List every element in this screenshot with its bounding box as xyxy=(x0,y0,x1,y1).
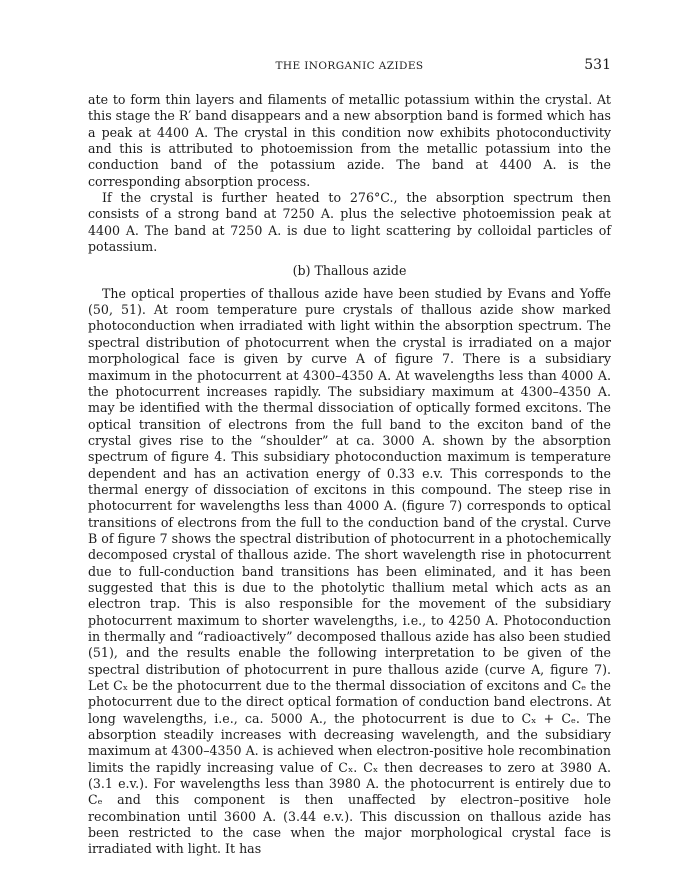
section-heading: (b) Thallous azide xyxy=(292,263,407,279)
page-number: 531 xyxy=(584,57,611,73)
page-body xyxy=(88,92,611,858)
running-title: THE INORGANIC AZIDES xyxy=(275,60,424,72)
paragraph-heating: If the crystal is further heated to 276°C., the absorption spectrum then consists of a strong band at 7250 A. plus the selective photoemission peak at 4400 A. The band at 7250 A. is due to light scattering by colloidal particles of potassium. xyxy=(88,190,611,255)
paragraph-thallous-azide: The optical properties of thallous azide have been studied by Evans and Yoffe (50, 51). At room temperature pure crystals of thallous azide show marked photoconduction when irradiated with light within the absorption spectrum. The spectral distribution of photocurrent when the crystal is irradiated on a major morphological face is given by curve A of figure 7. There is a subsidiary maximum in the photocurrent at 4300–4350 A. At wavelengths less than 4000 A. the photocurrent increases rapidly. The subsidiary maximum at 4300–4350 A. may be identified with the thermal dissociation of optically formed excitons. The optical transition of electrons from the full band to the exciton band of the crystal gives rise to the “shoulder” at ca. 3000 A. shown by the absorption spectrum of figure 4. This subsidiary photoconduction maximum is temperature dependent and has an activation energy of 0.33 e.v. This corresponds to the thermal energy of dissociation of excitons in this compound. The steep rise in photocurrent for wavelengths less than 4000 A. (figure 7) corresponds to optical transitions of electrons from the full to the conduction band of the crystal. Curve B of figure 7 shows the spectral distribution of photocurrent in a photochemically decomposed crystal of thallous azide. The short wavelength rise in photocurrent due to full-conduction band transitions has been eliminated, and it has been suggested that this is due to the photolytic thallium metal which acts as an electron trap. This is also responsible for the movement of the subsidiary photocurrent maximum to shorter wavelengths, i.e., to 4250 A. Photoconduction in thermally and “radioactively” decomposed thallous azide has also been studied (51), and the results enable the following interpretation to be given of the spectral distribution of photocurrent in pure thallous azide (curve A, figure 7). Let Cₓ be the photocurrent due to the thermal dissociation of excitons and Cₑ the photocurrent due to the direct optical formation of conduction band electrons. At long wavelengths, i.e., ca. 5000 A., the photocurrent is due to Cₓ + Cₑ. The absorption steadily increases with decreasing wavelength, and the subsidiary maximum at 4300–4350 A. is achieved when electron-positive hole recombination limits the rapidly increasing value of Cₓ. Cₓ then decreases to zero at 3980 A. (3.1 e.v.). For wavelengths less than 3980 A. the photocurrent is entirely due to Cₑ and this component is then unaffected by electron–positive hole recombination until 3600 A. (3.44 e.v.). This discussion on thallous azide has been restricted to the case when the major morphological crystal face is irradiated with light. It has xyxy=(88,285,611,857)
page-header xyxy=(88,57,611,82)
paragraph-continued: ate to form thin layers and filaments of metallic potassium within the crystal. At this stage the R′ band disappears and a new absorption band is formed which has a peak at 4400 A. The crystal in this condition now exhibits photoconductivity and this is attributed to photoemission from the metallic potassium into the conduction band of the potassium azide. The band at 4400 A. is the corresponding absorption process. xyxy=(88,92,611,189)
